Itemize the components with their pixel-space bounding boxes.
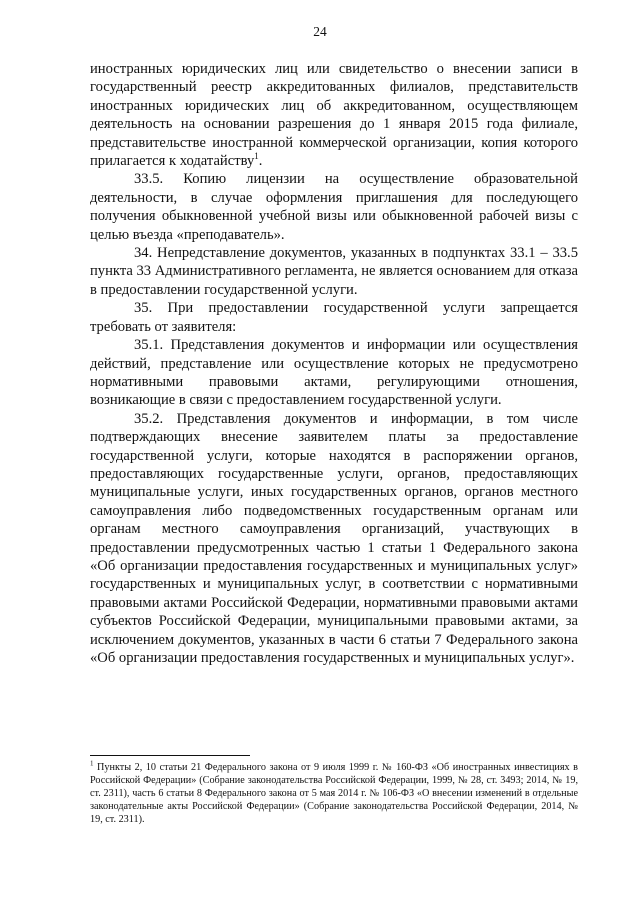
paragraph-text: иностранных юридических лиц или свидетельство о внесении записи в государственный реестр аккредитованных филиалов, представительств иностранных юридических лиц об аккредитованном, осуществляющем деятельность на основании разрешения до 1 января 2015 года филиале, представительстве иностранной коммерческой организации, копия которого прилагается к ходатайству <box>90 61 578 170</box>
page-number: 24 <box>313 24 327 39</box>
footnote-divider <box>90 755 250 756</box>
body-text <box>90 60 578 667</box>
footnote-reference: 1 <box>254 151 259 162</box>
paragraph-35-2: 35.2. Представления документов и информации, в том числе подтверждающих внесение заявителем платы за предоставление государственной услуги, которые находятся в распоряжении органов, предоставляющих государственные услуги, органов, предоставляющих муниципальные услуги, иных государственных органов, органов местного самоуправления либо подведомственных государственным органам или органам местного самоуправления организаций, участвующих в предоставлении предусмотренных частью 1 статьи 1 Федерального закона «Об организации предоставления государственных и муниципальных услуг» государственных и муниципальных услуг, в соответствии с нормативными правовыми актами Российской Федерации, нормативными правовыми актами субъектов Российской Федерации, муниципальными правовыми актами, за исключением документов, указанных в части 6 статьи 7 Федерального закона «Об организации предоставления государственных и муниципальных услуг». <box>90 410 578 666</box>
paragraph-continuation <box>90 60 578 170</box>
paragraph-35-1: 35.1. Представления документов и информации или осуществления действий, представление или осуществление которых не предусмотрено нормативными правовыми актами, регулирующими отношения, возникающие в связи с предоставлением государственной услуги. <box>90 337 578 409</box>
footnote-text: Пункты 2, 10 статьи 21 Федерального закона от 9 июля 1999 г. № 160-ФЗ «Об иностранных инвестициях в Российской Федерации» (Собрание законодательства Российской Федерации, 1999, № 28, ст. 3493; 2014, № 19, ст. 2311), часть 6 статьи 8 Федерального закона от 5 мая 2014 г. № 106-ФЗ «О внесении изменений в отдельные законодательные акты Российской Федерации» (Собрание законодательства Российской Федерации, 2014, № 19, ст. 2311). <box>90 762 578 825</box>
footnote-mark: 1 <box>90 759 94 768</box>
paragraph-33-5: 33.5. Копию лицензии на осуществление образовательной деятельности, в случае оформления приглашения для последующего получения обыкновенной учебной визы или обыкновенной рабочей визы с целью въезда «преподаватель». <box>90 171 578 243</box>
footnote <box>90 761 578 826</box>
paragraph-35: 35. При предоставлении государственной услуги запрещается требовать от заявителя: <box>90 300 578 335</box>
paragraph-tail: . <box>258 153 263 170</box>
paragraph-34: 34. Непредставление документов, указанных в подпунктах 33.1 – 33.5 пункта 33 Административного регламента, не является основанием для отказа в предоставлении государственной услуги. <box>90 245 578 298</box>
